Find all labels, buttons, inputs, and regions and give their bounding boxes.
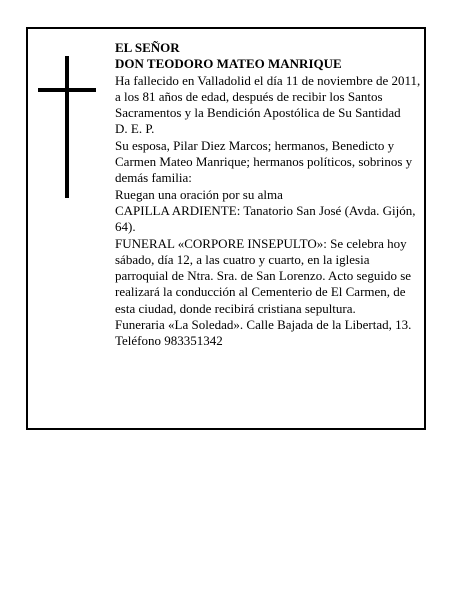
title-line-1: EL SEÑOR xyxy=(115,40,180,55)
obituary-notice xyxy=(26,27,426,430)
funeral-info: FUNERAL «CORPORE INSEPULTO»: Se celebra hoy sábado, día 12, a las cuatro y cuarto, en la iglesia parroquial de Ntra. Sra. de San Lorenzo. Acto seguido se realizará la conducción al Cementerio de El Carmen, de esta ciudad, donde recibirá cristiana sepultura. xyxy=(115,235,412,316)
death-paragraph: Ha fallecido en Valladolid el día 11 de noviembre de 2011, a los 81 años de edad, después de recibir los Santos Sacramentos y la Bendición Apostólica de Su Santidad xyxy=(115,72,421,121)
deceased-name: DON TEODORO MATEO MANRIQUE xyxy=(115,56,342,72)
prayer-request: Ruegan una oración por su alma xyxy=(115,186,283,202)
obituary-text xyxy=(115,40,423,350)
chapel-info: CAPILLA ARDIENTE: Tanatorio San José (Avda. Gijón, 64). xyxy=(115,202,416,235)
funeral-home-info: Funeraria «La Soledad». Calle Bajada de la Libertad, 13. Teléfono 983351342 xyxy=(115,317,412,349)
cross-vertical-bar xyxy=(65,56,69,198)
rip-text: D. E. P. xyxy=(115,121,155,137)
cross-horizontal-bar xyxy=(38,88,96,92)
family-paragraph: Su esposa, Pilar Diez Marcos; hermanos, Benedicto y Carmen Mateo Manrique; hermanos políticos, sobrinos y demás familia: xyxy=(115,137,413,186)
latin-cross-icon xyxy=(38,56,98,198)
